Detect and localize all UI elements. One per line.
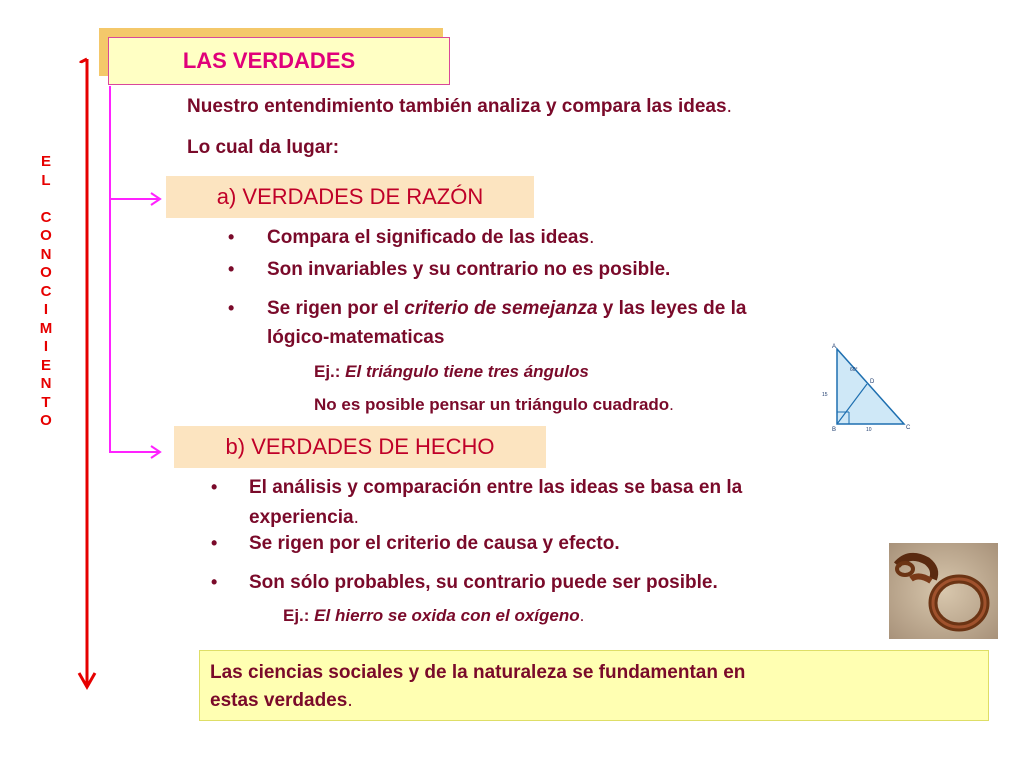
conclusion-line-2: [210, 687, 978, 715]
bullet-b3: Son sólo probables, su contrario puede ser posible.: [249, 572, 718, 593]
side-letter: I: [43, 338, 49, 355]
bullet-a3-line2: lógico-matematicas: [267, 327, 445, 348]
triangle-figure: [792, 334, 964, 454]
conclusion-line-1: Las ciencias sociales y de la naturaleza se fundamentan en: [210, 662, 746, 683]
example-a-text: No es posible pensar un triángulo cuadrado: [314, 395, 670, 414]
bullet-icon: •: [228, 227, 235, 247]
intro-period: .: [726, 96, 732, 117]
example-b: [283, 606, 584, 626]
example-prefix: Ej.:: [314, 362, 346, 381]
side-letter: E: [40, 153, 51, 170]
triangle-angle-label: 60°: [850, 367, 858, 373]
bullet-a3-line1: [267, 298, 746, 320]
section-a-heading: [166, 176, 534, 218]
arrow-right-icon: [109, 442, 163, 462]
triangle-side-label: 10: [866, 427, 872, 433]
example-a-line2: [314, 395, 674, 415]
example-a-italic: El triángulo tiene tres ángulos: [345, 362, 589, 381]
example-a-period: .: [669, 395, 674, 414]
section-b-heading: [174, 426, 546, 468]
bullet-a1: Compara el significado de las ideas: [267, 227, 590, 248]
bullet-a3-post: y las leyes de la: [597, 298, 747, 319]
bullet-icon: •: [228, 259, 235, 279]
side-label: [34, 153, 58, 431]
side-letter: E: [40, 356, 51, 374]
title-box: [108, 37, 450, 85]
bullet-a1-period: .: [589, 227, 595, 248]
bullet-item: [228, 298, 234, 320]
side-letter: C: [40, 282, 52, 300]
bullet-b1-line1: El análisis y comparación entre las ideas se basa en la: [249, 477, 743, 498]
triangle-vertex-label: A: [832, 344, 837, 350]
side-letter: O: [40, 264, 52, 281]
side-letter: N: [40, 245, 52, 263]
bullet-a3-italic: criterio de semejanza: [404, 298, 598, 319]
triangle-vertex-label: D: [870, 379, 875, 385]
bullet-text: [267, 227, 594, 249]
bullet-item: [211, 572, 217, 594]
side-letter: N: [40, 375, 52, 392]
triangle-side-label: 15: [822, 392, 828, 398]
intro-line-1: [187, 96, 732, 118]
connector-top: [109, 86, 111, 452]
conclusion-period: .: [347, 690, 353, 711]
section-b-heading-text: b) VERDADES DE HECHO: [225, 434, 495, 459]
side-letter: O: [40, 227, 52, 244]
rusty-ring-image: [889, 543, 998, 639]
bullet-icon: •: [211, 572, 218, 592]
side-letter: O: [40, 412, 52, 429]
bullet-b1-line2: [249, 507, 359, 529]
bullet-item: [228, 227, 234, 249]
example-b-italic: El hierro se oxida con el oxígeno: [314, 606, 580, 625]
conclusion-text: estas verdades: [210, 690, 348, 711]
triangle-vertex-label: B: [832, 427, 837, 433]
example-prefix: Ej.:: [283, 606, 315, 625]
side-letter: L: [41, 171, 51, 189]
side-letter: T: [41, 393, 51, 411]
triangle-vertex-label: C: [906, 425, 911, 431]
bullet-item: [211, 477, 217, 499]
example-a-line1: [314, 362, 589, 382]
bullet-b2: Se rigen por el criterio de causa y efecto.: [249, 533, 620, 554]
intro-text: Nuestro entendimiento también analiza y compara las ideas: [187, 96, 727, 117]
bullet-icon: •: [228, 298, 235, 318]
bullet-icon: •: [211, 477, 218, 497]
down-arrow-icon: [74, 55, 100, 695]
bullet-b1-text: experiencia: [249, 507, 354, 528]
example-b-period: .: [579, 606, 585, 625]
bullet-item: [211, 533, 217, 555]
side-letter: I: [43, 301, 49, 318]
conclusion-box: [199, 650, 989, 721]
arrow-right-icon: [109, 189, 163, 209]
bullet-a3-pre: Se rigen por el: [267, 298, 405, 319]
section-a-heading-text: a) VERDADES DE RAZÓN: [216, 184, 484, 209]
bullet-item: [228, 259, 234, 281]
bullet-b1-period: .: [353, 507, 359, 528]
bullet-icon: •: [211, 533, 218, 553]
side-letter: M: [39, 319, 53, 337]
side-letter: C: [40, 208, 52, 226]
page-title: LAS VERDADES: [182, 48, 356, 73]
intro-line-2: Lo cual da lugar:: [187, 137, 340, 158]
bullet-a2: Son invariables y su contrario no es posible.: [267, 259, 671, 280]
